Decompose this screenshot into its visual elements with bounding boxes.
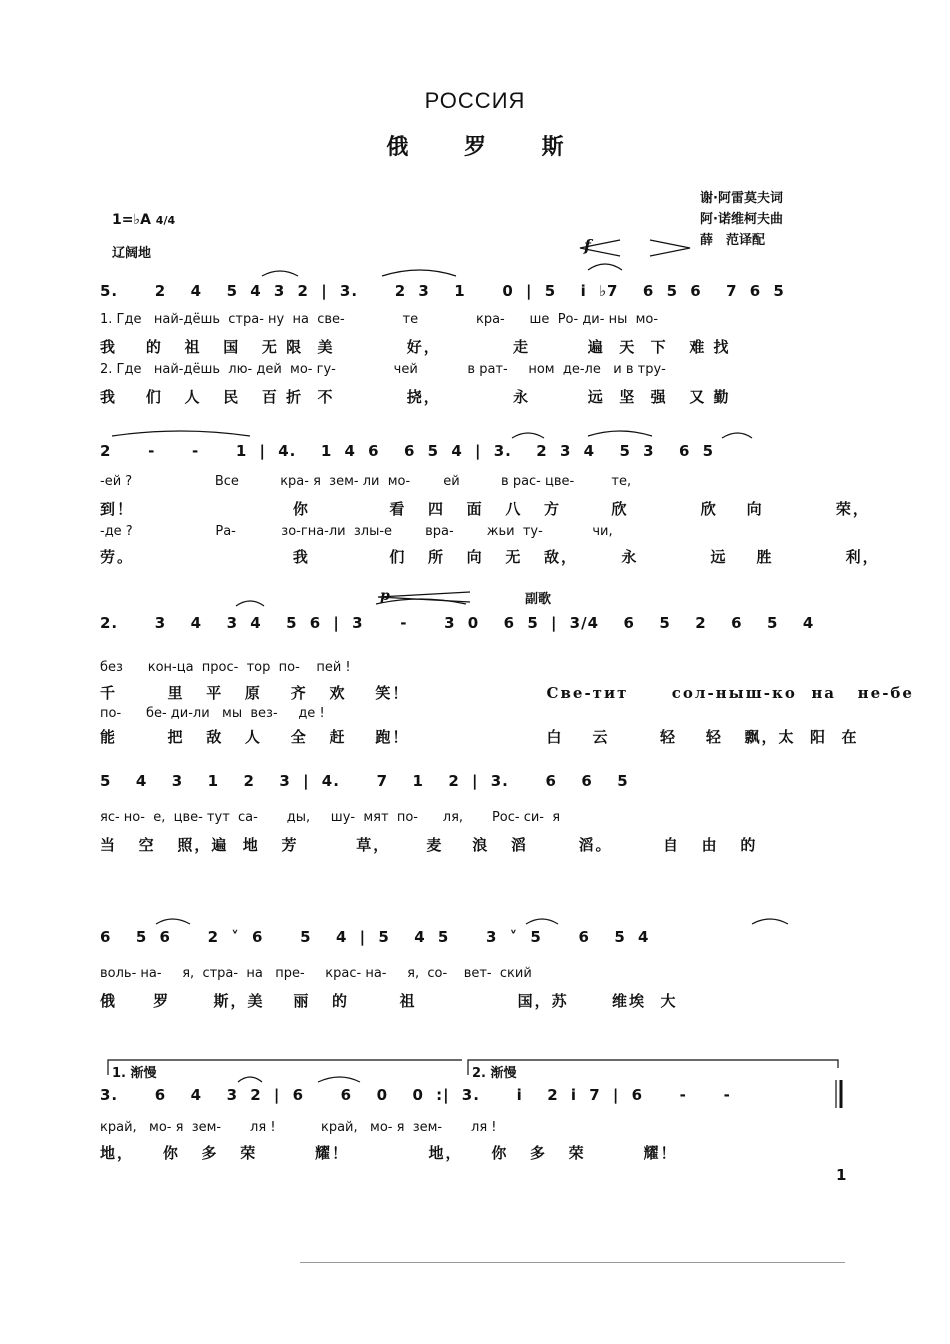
- system-2-lyric-1: -ей ? Все кра- я зем- ли мо- ей в рас- цве- те,: [100, 474, 632, 489]
- slur: [526, 919, 558, 924]
- system-4-lyric-1: яс- но- е, цве- тут са- ды, шу- мят по- ля, Рос- си- я: [100, 810, 561, 825]
- credit-translator: 薛 范译配: [700, 233, 766, 248]
- notation-line: 6 5 6 2 ˅ 6 5 4 | 5 4 5 3 ˅ 5 6 5 4: [100, 928, 650, 946]
- notation-line: 5. 2 4 5 4 3 2 | 3. 2 3 1 0 | 5 i ♭7 6 5 6 7 6 5: [100, 282, 785, 300]
- system-6-lyric-1: край, мо- я зем- ля ! край, мо- я зем- ля !: [100, 1120, 497, 1135]
- system-2-lyric-4: 劳。 我 们 所 向 无 敌， 永 远 胜 利，: [100, 548, 880, 566]
- system-1-lyric-1: 1. Где най-дёшь стра- ну на све- те кра- ше Ро- ди- ны мо-: [100, 312, 659, 327]
- slur: [236, 601, 264, 606]
- slur: [318, 1077, 360, 1082]
- system-5-lyric-2: 俄 罗 斯，美 丽 的 祖 国，苏 维埃 大: [100, 992, 678, 1010]
- page-number: 1: [836, 1166, 847, 1184]
- system-5-lyric-1: воль- на- я, стра- на пре- крас- на- я, со- вет- ский: [100, 966, 532, 981]
- system-3-lyric-1: без кон-ца прос- тор по- пей !: [100, 660, 351, 675]
- volta-1-label: 1. 渐慢: [112, 1066, 157, 1081]
- key-signature: 1=♭A: [112, 212, 151, 228]
- tempo-marking: 辽阔地: [112, 246, 152, 261]
- slur: [112, 431, 250, 436]
- system-6-lyric-2: 地， 你 多 荣 耀！ 地， 你 多 荣 耀！: [100, 1144, 678, 1162]
- volta-2-bracket: [468, 1060, 838, 1075]
- system-3-lyric-3: по- бе- ди-ли мы вез- де !: [100, 706, 325, 721]
- system-2-lyric-2: 到！ 你 看 四 面 八 方 欣 欣 向 荣，: [100, 500, 870, 518]
- credit-lyricist: 谢·阿雷莫夫词: [700, 191, 783, 206]
- decrescendo-hairpin: [650, 240, 690, 256]
- volta-2-label: 2. 渐慢: [472, 1066, 517, 1081]
- system-2-lyric-3: -де ? Ра- зо-гна-ли злы-е вра- жьи ту- чи,: [100, 524, 613, 539]
- slur: [512, 433, 544, 438]
- dynamic-piano: p: [380, 588, 390, 604]
- title-russian: РОССИЯ: [424, 88, 526, 113]
- time-signature: 4/4: [155, 214, 176, 227]
- slur: [238, 1077, 262, 1082]
- dynamic-forte: f: [584, 236, 591, 255]
- title-chinese: 俄 罗 斯: [386, 134, 588, 160]
- system-4-lyric-2: 当 空 照，遍 地 芳 草， 麦 浪 滔 滔。 自 由 的: [100, 836, 758, 854]
- slur: [588, 264, 622, 270]
- refrain-label: 副歌: [525, 592, 552, 607]
- slur: [262, 271, 298, 276]
- system-1-lyric-2: 我 的 祖 国 无 限 美 好， 走 遍 天 下 难 找: [100, 338, 731, 356]
- slur: [722, 433, 752, 438]
- credit-composer: 阿·诺维柯夫曲: [700, 212, 783, 227]
- notation-line: 5 4 3 1 2 3 | 4. 7 1 2 | 3. 6 6 5: [100, 772, 629, 790]
- volta-1-bracket: [108, 1060, 462, 1075]
- crescendo-hairpin: [580, 240, 620, 256]
- slur: [752, 919, 788, 924]
- notation-line: 3. 6 4 3 2 | 6 6 0 0 :| 3. i 2 i 7 | 6 - -: [100, 1086, 731, 1104]
- system-1-lyric-3: 2. Где най-дёшь лю- дей мо- гу- чей в рат- ном де-ле и в тру-: [100, 362, 666, 377]
- slur: [156, 919, 190, 924]
- system-1-lyric-4: 我 们 人 民 百 折 不 挠， 永 远 坚 强 又 勤: [100, 388, 731, 406]
- system-3-lyric-2: 千 里 平 原 齐 欢 笑！ Све-тит сол-ныш-ко на не-бе: [100, 684, 914, 702]
- system-3-lyric-4: 能 把 敌 人 全 赶 跑！ 白 云 轻 轻 飘，太 阳 在: [100, 728, 859, 746]
- slur: [588, 431, 652, 436]
- slur: [382, 270, 456, 276]
- notation-line: 2. 3 4 3 4 5 6 | 3 - 3 0 6 5 | 3/4 6 5 2 6 5 4: [100, 614, 815, 632]
- notation-line: 2 - - 1 | 4. 1 4 6 6 5 4 | 3. 2 3 4 5 3 6 5: [100, 442, 715, 460]
